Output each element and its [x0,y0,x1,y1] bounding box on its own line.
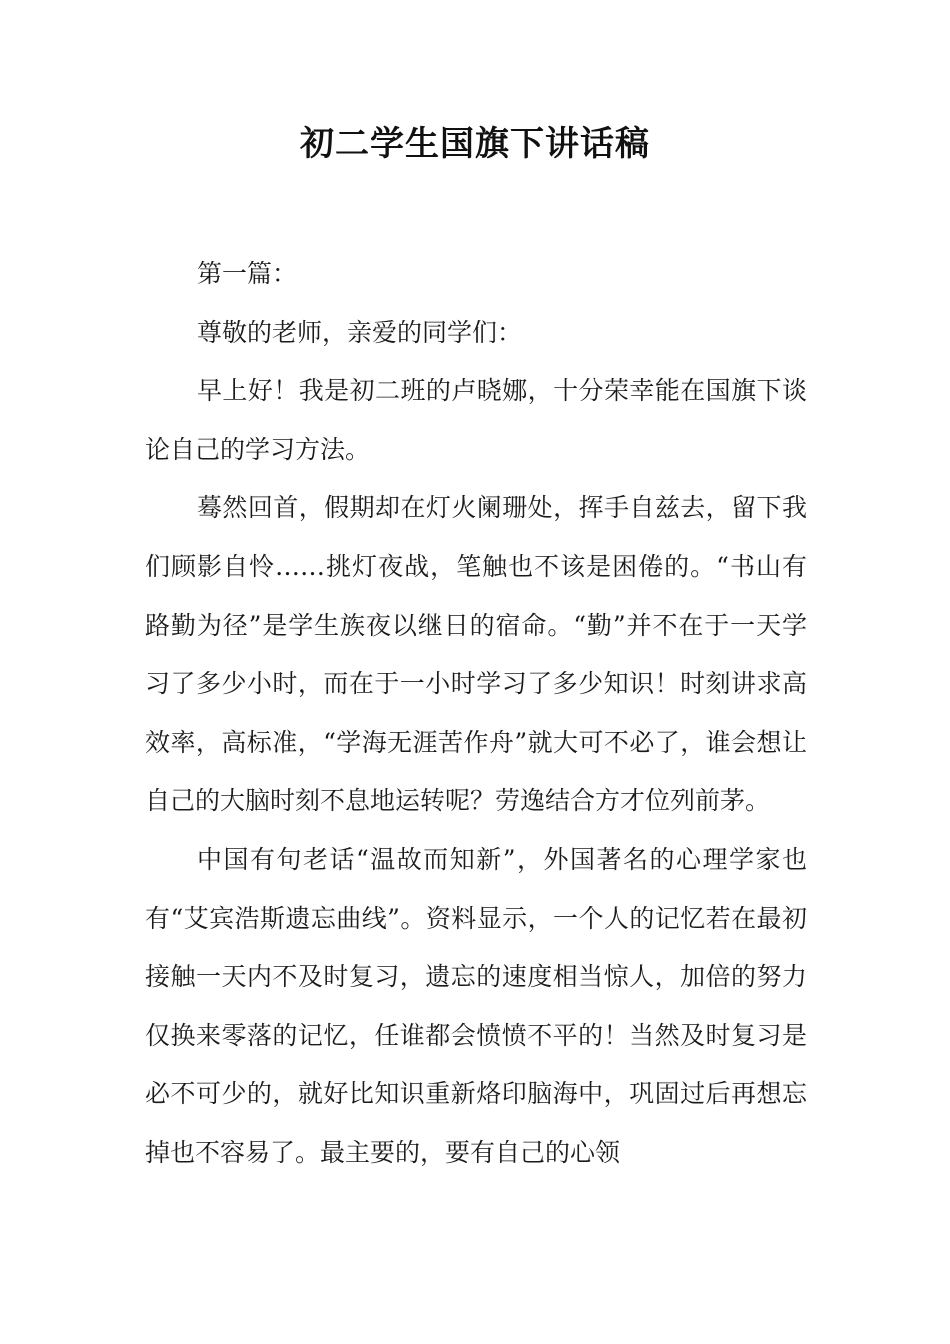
paragraph-body: 中国有句老话“温故而知新”，外国著名的心理学家也有“艾宾浩斯遗忘曲线”。资料显示，一个人的记忆若在最初接触一天内不及时复习，遗忘的速度相当惊人，加倍的努力仅换来零落的记忆，任谁都会愤愤不平的！当然及时复习是必不可少的，就好比知识重新烙印脑海中，巩固过后再想忘掉也不容易了。最主要的，要有自己的心领 [145,844,807,1167]
paragraph-greeting: 早上好！我是初二班的卢晓娜，十分荣幸能在国旗下谈论自己的学习方法。 [145,376,807,464]
paragraph-body: 蓦然回首，假期却在灯火阑珊处，挥手自兹去，留下我们顾影自怜……挑灯夜战，笔触也不该是困倦的。“书山有路勤为径”是学生族夜以继日的宿命。“勤”并不在于一天学习了多少小时，而在于一小时学习了多少知识！时刻讲求高效率，高标准，“学海无涯苦作舟”就大可不必了，谁会想让自己的大脑时刻不息地运转呢？劳逸结合方才位列前茅。 [145,493,807,816]
document-title: 初二学生国旗下讲话稿 [300,124,650,164]
paragraph-heading: 第一篇： [197,259,298,288]
paragraph-salutation: 尊敬的老师，亲爱的同学们： [197,317,523,347]
document-body [145,245,807,1183]
